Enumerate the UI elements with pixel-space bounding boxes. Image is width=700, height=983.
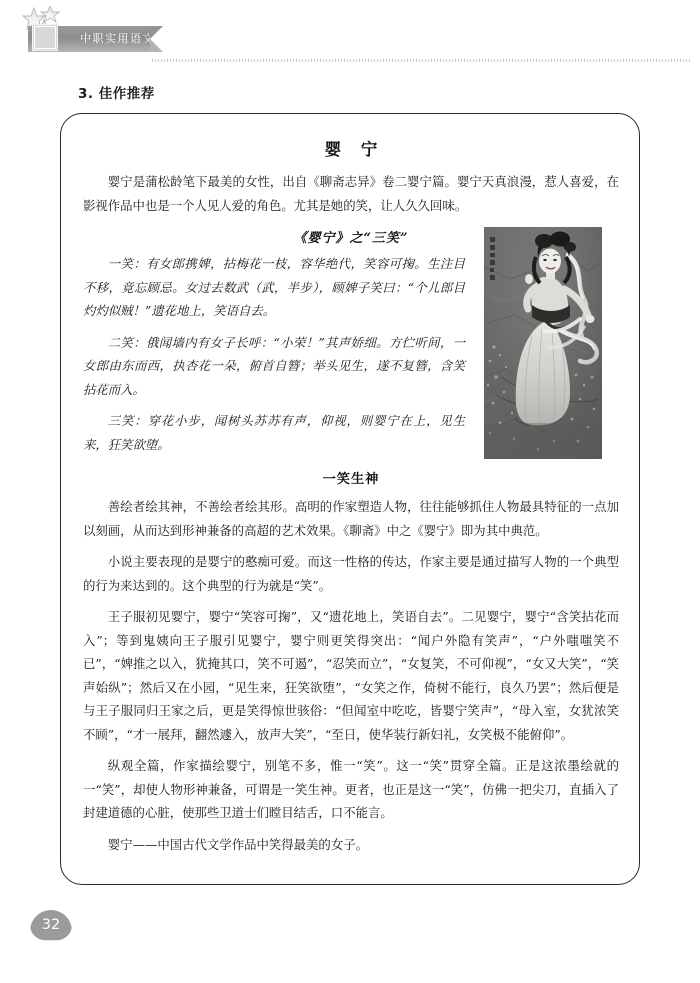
page-header	[0, 0, 700, 72]
quote-smile-one: 一笑：有女郎携婢，拈梅花一枝，容华绝代，笑容可掬。生注目不移，竟忘顾忌。女过去数武（武，半步），顾婢子笑曰：“个儿郎目灼灼似贼！”遗花地上，笑语自去。	[83, 256, 465, 318]
quote-smile-three: 三笑：穿花小步，闻树头苏苏有声，仰视，则婴宁在上，见生来，狂笑欲堕。	[83, 413, 465, 452]
section-heading: 3. 佳作推荐	[78, 86, 155, 102]
body-paragraph-5: 婴宁——中国古代文学作品中笑得最美的女子。	[107, 836, 368, 852]
illustration-artwork	[484, 227, 602, 459]
article-illustration	[484, 227, 602, 459]
article-intro-paragraph: 婴宁是蒲松龄笔下最美的女性，出自《聊斋志异》卷二婴宁篇。婴宁天真浪漫，惹人喜爱，在影视作品中也是一个人见人爱的角色。尤其是她的笑，让人久久回味。	[83, 174, 619, 213]
book-icon	[32, 24, 58, 51]
page-number: 32	[41, 917, 61, 933]
quote-smile-two: 二笑：俄闻墙内有女子长呼：“小荣！”其声娇细。方伫听间，一女郎由东而西，执杏花一朵，俯首自簪；举头见生，遂不复簪，含笑拈花而入。	[83, 334, 465, 397]
body-paragraph-1: 善绘者绘其神，不善绘者绘其形。高明的作家塑造人物，往往能够抓住人物最具特征的一点加以刻画，从而达到形神兼备的高超的艺术效果。《聊斋》中之《婴宁》即为其中典范。	[83, 499, 619, 538]
article-title: 婴 宁	[324, 140, 385, 159]
header-dotted-rule	[152, 59, 692, 62]
subheading-three-smiles: 《婴宁》之“三笑”	[293, 231, 409, 246]
body-paragraph-3: 王子服初见婴宁，婴宁“笑容可掬”，又“遗花地上，笑语自去”。二见婴宁，婴宁“含笑拈花而入”；等到鬼姨向王子服引见婴宁，婴宁则更笑得突出：“闻户外隐有笑声”，“户外嗤嗤笑不已”，“婢推之以入，犹掩其口，笑不可遏”，“忍笑而立”，“女复笑，不可仰视”，“女又大笑”，“笑声始纵”；然后又在小园，“见生来，狂笑欲堕”，“女笑之作，倚树不能行，良久乃罢”；然后便是与王子服同归王家之后，更是笑得惊世骇俗：“但闻室中吃吃，皆婴宁笑声”，“母入室，女犹浓笑不顾”，“才一展拜，翻然遽入，放声大笑”，“至日，使华装行新妇礼，女笑极不能俯仰”。	[83, 609, 619, 742]
subheading-one-smile-spirit: 一笑生神	[322, 472, 380, 487]
body-paragraph-4: 纵观全篇，作家描绘婴宁，别笔不多，惟一“笑”。这一“笑”贯穿全篇。正是这浓墨绘就的一“笑”，却使人物形神兼备，可谓是一笑生神。更者，也正是这一“笑”，仿佛一把尖刀，直插入了封建道德的心脏，使那些卫道士们瞠目结舌，口不能言。	[83, 758, 619, 820]
body-paragraph-2: 小说主要表现的是婴宁的憨痴可爱。而这一性格的传达，作家主要是通过描写人物的一个典型的行为来达到的。这个典型的行为就是“笑”。	[83, 554, 619, 593]
banner-title: 中职实用语文	[80, 32, 155, 45]
